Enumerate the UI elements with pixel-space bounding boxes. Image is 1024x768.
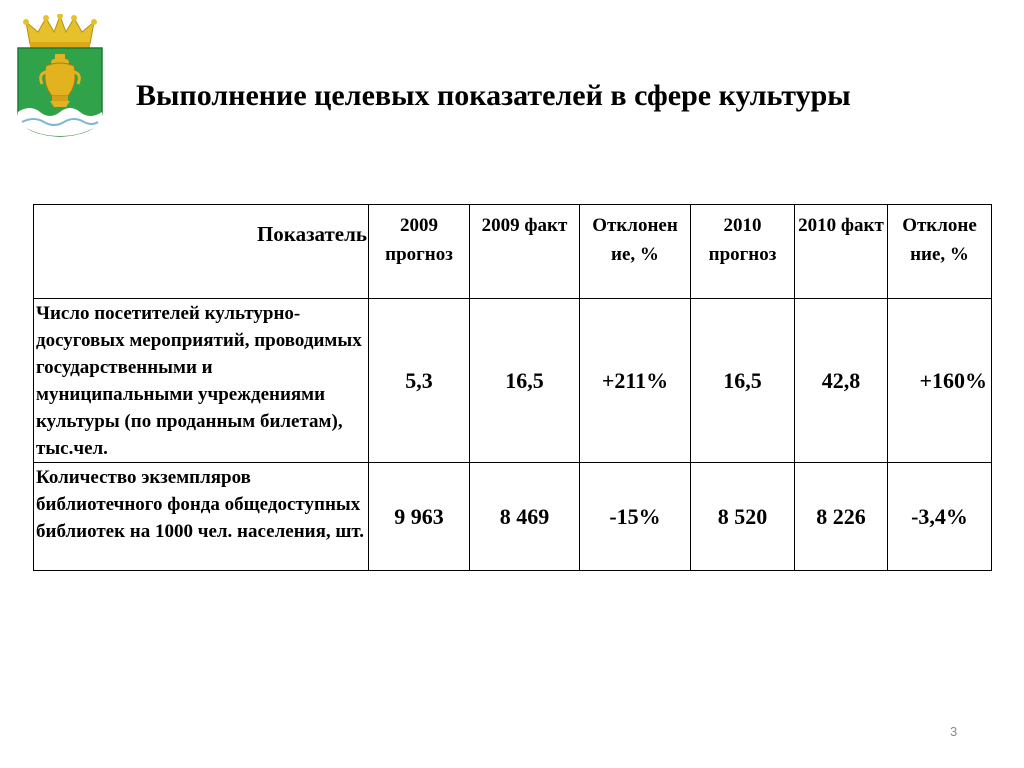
table-row — [34, 299, 992, 463]
cell-value: 8 469 — [470, 463, 580, 571]
coat-of-arms-icon — [16, 14, 104, 138]
header-2009-deviation: Отклонен ие, % — [580, 205, 691, 299]
cell-value: 16,5 — [470, 299, 580, 463]
header-indicator: Показатель — [34, 205, 369, 299]
header-2010-fact: 2010 факт — [795, 205, 888, 299]
page-number: 3 — [950, 724, 958, 739]
cell-value: 8 520 — [691, 463, 795, 571]
slide-title: Выполнение целевых показателей в сфере культуры — [136, 79, 851, 112]
row-label: Количество экземпляров библиотечного фонда общедоступных библиотек на 1000 чел. населения, шт. — [34, 463, 369, 571]
cell-value: 16,5 — [691, 299, 795, 463]
crown-icon — [23, 14, 97, 48]
cell-value: -3,4% — [888, 463, 992, 571]
cell-value: 9 963 — [369, 463, 470, 571]
header-2009-fact: 2009 факт — [470, 205, 580, 299]
cell-value: 42,8 — [795, 299, 888, 463]
table-header-row — [34, 205, 992, 299]
header-2010-forecast: 2010 прогноз — [691, 205, 795, 299]
cell-value: +160% — [888, 299, 992, 463]
row-label: Число посетителей культурно-досуговых мероприятий, проводимых государственными и муниципальными учреждениями культуры (по проданным билетам), тыс.чел. — [34, 299, 369, 463]
header-2009-forecast: 2009 прогноз — [369, 205, 470, 299]
header-2010-deviation: Отклоне ние, % — [888, 205, 992, 299]
table-row — [34, 463, 992, 571]
indicators-table — [33, 204, 992, 571]
cell-value: -15% — [580, 463, 691, 571]
cell-value: +211% — [580, 299, 691, 463]
cell-value: 8 226 — [795, 463, 888, 571]
cell-value: 5,3 — [369, 299, 470, 463]
